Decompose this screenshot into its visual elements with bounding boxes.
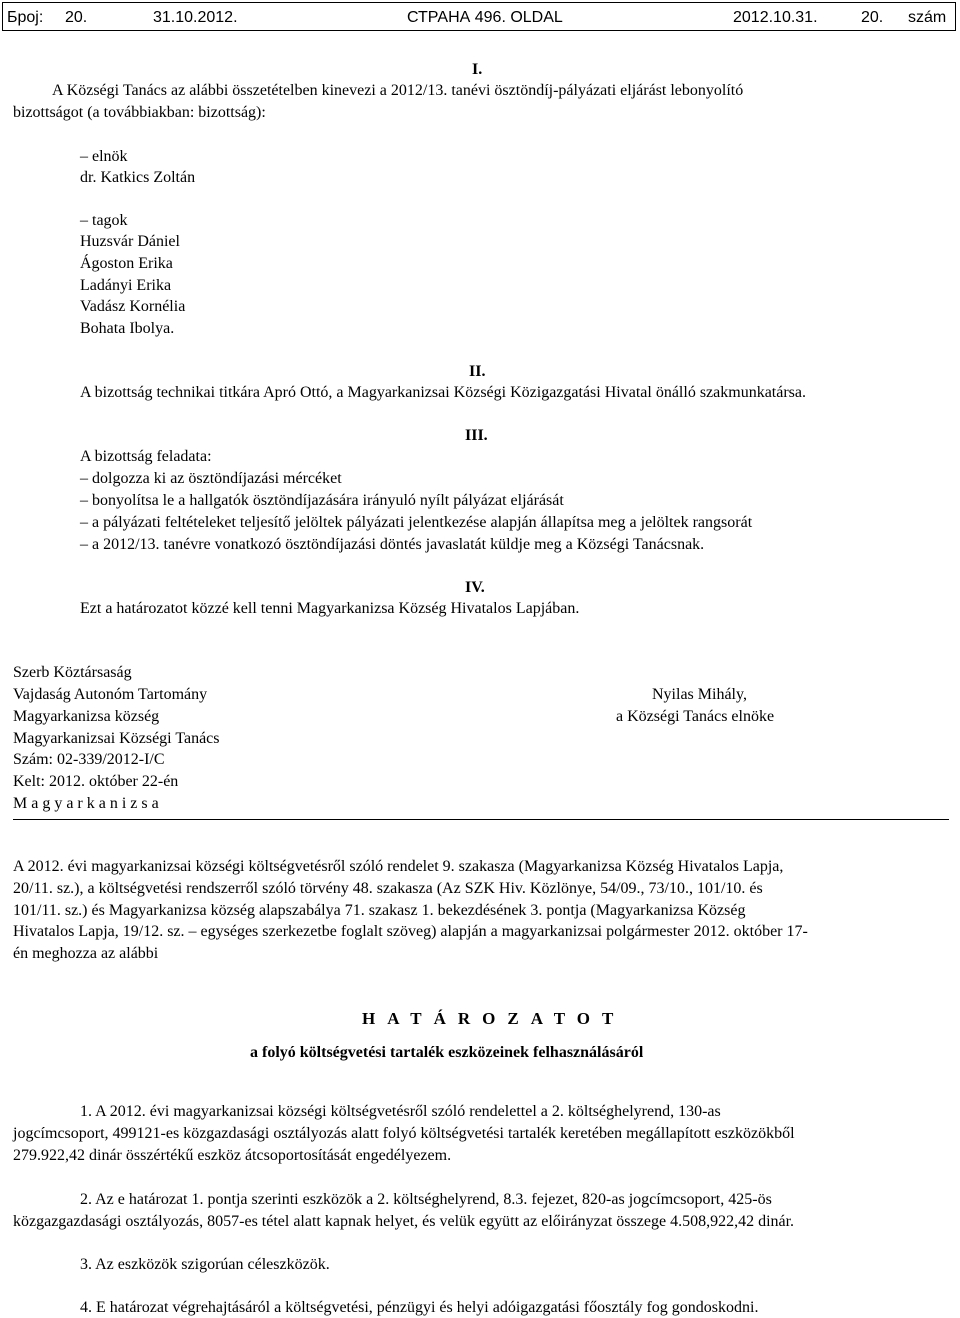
preamble-line-4: Hivatalos Lapja, 19/12. sz. – egységes szerkezetbe foglalt szöveg) alapján a magyarkanizsai polgármester 2012. október 17-	[13, 923, 808, 940]
member-3: Ladányi Erika	[80, 277, 172, 294]
member-1: Huzsvár Dániel	[80, 233, 180, 250]
chair-name: dr. Katkics Zoltán	[80, 169, 196, 186]
sig-council: Magyarkanizsai Községi Tanács	[13, 730, 220, 747]
task-3: – a pályázati feltételeket teljesítő jelöltek pályázati jelentkezése alapján állapítsa meg a jelöltek rangsorát	[80, 514, 753, 531]
section-4-numeral: IV.	[465, 579, 485, 596]
section-3-numeral: III.	[465, 427, 488, 444]
member-5: Bohata Ibolya.	[80, 320, 175, 337]
header-page-number: СТРАНА 496. OLDAL	[407, 9, 563, 26]
section-4-text: Ezt a határozatot közzé kell tenni Magyarkanizsa Község Hivatalos Lapjában.	[80, 600, 580, 617]
member-2: Ágoston Erika	[80, 255, 173, 272]
task-2: – bonyolítsa le a hallgatók ösztöndíjazására irányuló nyílt pályázat eljárását	[80, 492, 564, 509]
preamble-line-2: 20/11. sz.), a költségvetési rendszerről szóló törvény 48. szakasza (Az SZK Hiv. Közlönye, 54/09., 73/10., 101/10. és	[13, 880, 763, 897]
chair-label: – elnök	[80, 148, 128, 165]
sig-province: Vajdaság Autonóm Tartomány	[13, 686, 208, 703]
sig-country: Szerb Köztársaság	[13, 664, 132, 681]
header-date-hu: 2012.10.31.	[733, 9, 818, 26]
section-3-intro: A bizottság feladata:	[80, 448, 212, 465]
header-number-label-hu: szám	[908, 9, 947, 26]
signatory-name: Nyilas Mihály,	[652, 686, 747, 703]
point-1-line-1: 1. A 2012. évi magyarkanizsai községi költségvetésről szóló rendelettel a 2. költséghelyrend, 130-as	[80, 1103, 721, 1120]
header-issue-number-sr: 20.	[65, 9, 88, 26]
point-1-line-2: jogcímcsoport, 499121-es közgazdasági osztályozás alatt folyó költségvetési tartalék keretében megállapított eszközökből	[13, 1125, 795, 1142]
section-1-line-1: A Községi Tanács az alábbi összetételben kinevezi a 2012/13. tanévi ösztöndíj-pályázati eljárást lebonyolító	[52, 82, 744, 99]
decision-subtitle: a folyó költségvetési tartalék eszközeinek felhasználásáról	[250, 1044, 644, 1061]
section-2-numeral: II.	[469, 363, 486, 380]
task-1: – dolgozza ki az ösztöndíjazási mércéket	[80, 470, 342, 487]
page-header	[2, 2, 956, 31]
sig-number: Szám: 02-339/2012-I/C	[13, 751, 165, 768]
header-date-sr: 31.10.2012.	[153, 9, 238, 26]
sig-municipality: Magyarkanizsa község	[13, 708, 160, 725]
section-divider	[13, 819, 949, 820]
preamble-line-5: én meghozza az alábbi	[13, 945, 159, 962]
decision-title: HATÁROZATOT	[362, 1009, 626, 1028]
sig-date: Kelt: 2012. október 22-én	[13, 773, 179, 790]
header-issue-number-hu: 20.	[861, 9, 884, 26]
section-2-text: A bizottság technikai titkára Apró Ottó, a Magyarkanizsai Községi Közigazgatási Hivatal önálló szakmunkatársa.	[80, 384, 806, 401]
point-2-line-2: közgazgazdasági osztályozás, 8057-es tétel alatt kapnak helyet, és velük együtt az előirányzat összege 4.508,922,42 dinár.	[13, 1213, 795, 1230]
point-4: 4. E határozat végrehajtásáról a költségvetési, pénzügyi és helyi adóigazgatási főosztály fog gondoskodni.	[80, 1299, 759, 1316]
header-number-label-sr: Број:	[7, 9, 44, 26]
section-1-line-2: bizottságot (a továbbiakban: bizottság):	[13, 104, 266, 121]
member-4: Vadász Kornélia	[80, 298, 186, 315]
sig-place: Magyarkanizsa	[13, 795, 163, 812]
point-3: 3. Az eszközök szigorúan céleszközök.	[80, 1256, 330, 1273]
point-1-line-3: 279.922,42 dinár összértékű eszköz átcsoportosítását engedélyezem.	[13, 1147, 452, 1164]
members-label: – tagok	[80, 212, 128, 229]
preamble-line-3: 101/11. sz.) és Magyarkanizsa község alapszabálya 71. szakasz 1. bekezdésének 3. pontja (Magyarkanizsa Község	[13, 902, 746, 919]
task-4: – a 2012/13. tanévre vonatkozó ösztöndíjazási döntés javaslatát küldje meg a Községi Tanácsnak.	[80, 536, 705, 553]
section-1-numeral: I.	[472, 61, 483, 78]
point-2-line-1: 2. Az e határozat 1. pontja szerinti eszközök a 2. költséghelyrend, 8.3. fejezet, 820-as jogcímcsoport, 425-ös	[80, 1191, 772, 1208]
preamble-line-1: A 2012. évi magyarkanizsai községi költségvetésről szóló rendelet 9. szakasza (Magyarkanizsa Község Hivatalos Lapja,	[13, 858, 784, 875]
signatory-title: a Községi Tanács elnöke	[616, 708, 775, 725]
